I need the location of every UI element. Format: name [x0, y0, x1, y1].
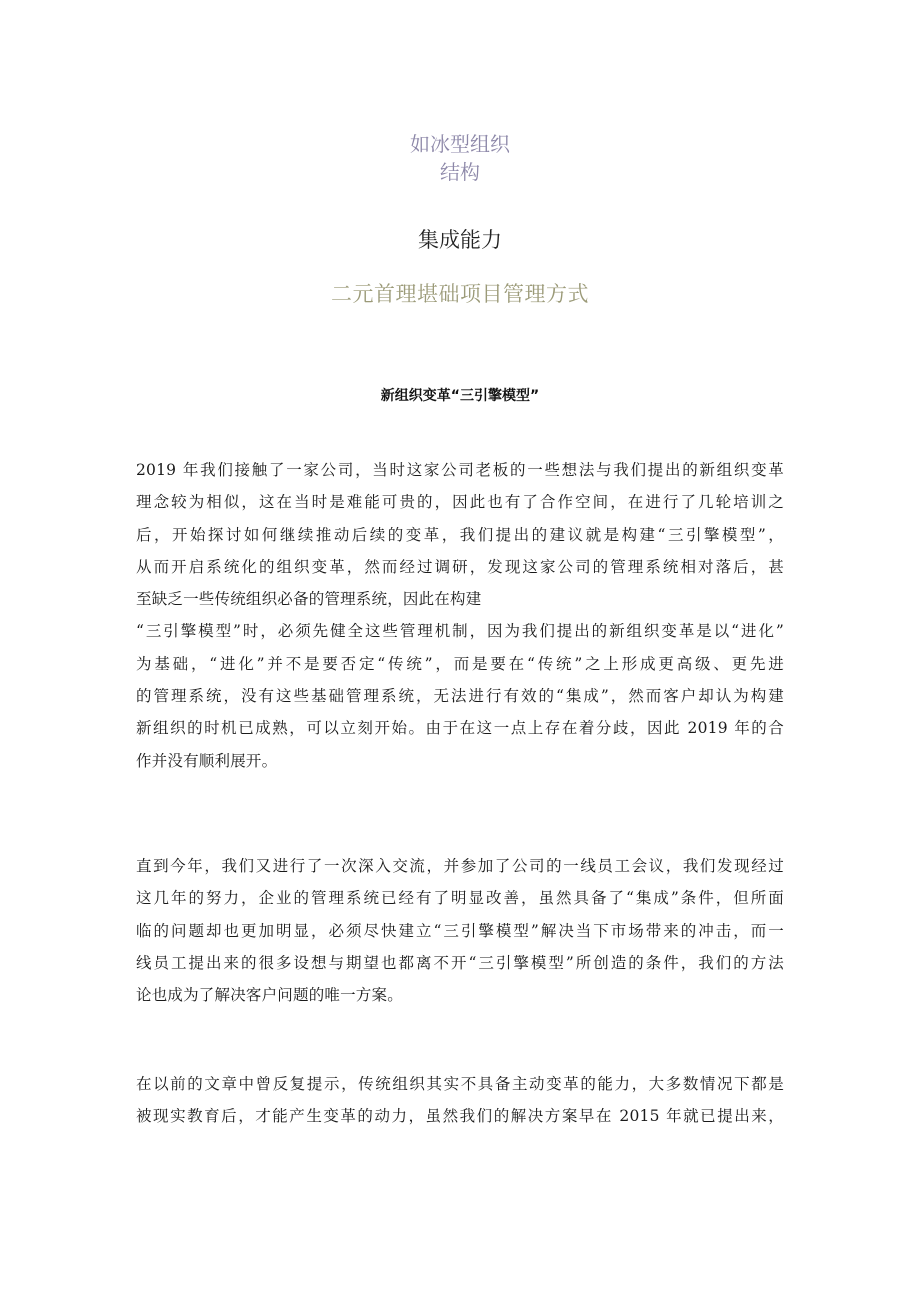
text-line: 被现实教育后，才能产生变革的动力，虽然我们的解决方案早在 2015 年就已提出来，: [136, 1107, 784, 1126]
diagram-label-integration: 集成能力: [418, 228, 502, 252]
text-line: 后，开始探讨如何继续推动后续的变革，我们提出的建议就是构建“三引擎模型”，: [136, 525, 784, 544]
text-line: 论也成为了解决客户问题的唯一方案。: [136, 986, 403, 1005]
text-line: 临的问题却也更加明显，必须尽快建立“三引擎模型”解决当下市场带来的冲击，而一: [136, 921, 784, 940]
text-line: 为基础，“进化”并不是要否定“传统”，而是要在“传统”之上形成更高级、更先进: [136, 654, 784, 673]
text-line: 理念较为相似，这在当时是难能可贵的，因此也有了合作空间，在进行了几轮培训之: [136, 493, 784, 512]
text-line: 线员工提出来的很多设想与期望也都离不开“三引擎模型”所创造的条件，我们的方法: [136, 953, 784, 972]
text-line: 新组织的时机已成熟，可以立刻开始。由于在这一点上存在着分歧，因此 2019 年的合: [136, 719, 784, 738]
paragraph-2: [136, 850, 784, 1011]
text-line: 至缺乏一些传统组织必备的管理系统，因此在构建: [136, 590, 482, 609]
diagram-label-line: 如冰型组织: [410, 132, 510, 156]
text-line: 从而开启系统化的组织变革，然而经过调研，发现这家公司的管理系统相对落后，甚: [136, 557, 784, 576]
text-line: 这几年的努力，企业的管理系统已经有了明显改善，虽然具备了“集成”条件，但所面: [136, 889, 784, 908]
text-line: 2019 年我们接触了一家公司，当时这家公司老板的一些想法与我们提出的新组织变革: [136, 461, 784, 479]
diagram-label-ice-structure: [0, 130, 920, 186]
text-line: “三引擎模型”时，必须先健全这些管理机制，因为我们提出的新组织变革是以“进化”: [136, 622, 784, 641]
paragraph-1: [136, 454, 784, 777]
text-line: 的管理系统，没有这些基础管理系统，无法进行有效的“集成”，然而客户却认为构建: [136, 687, 784, 706]
diagram-label-management-method: 二元首理堪础项目管理方式: [331, 282, 589, 306]
text-line: 作并没有顺利展开。: [136, 751, 278, 770]
paragraph-3: [136, 1068, 784, 1133]
diagram-label-line: 结构: [440, 160, 480, 184]
section-title: 新组织变革“三引擎模型”: [380, 388, 540, 404]
text-line: 直到今年，我们又进行了一次深入交流，并参加了公司的一线员工会议，我们发现经过: [136, 857, 784, 875]
text-line: 在以前的文章中曾反复提示，传统组织其实不具备主动变革的能力，大多数情况下都是: [136, 1075, 784, 1093]
